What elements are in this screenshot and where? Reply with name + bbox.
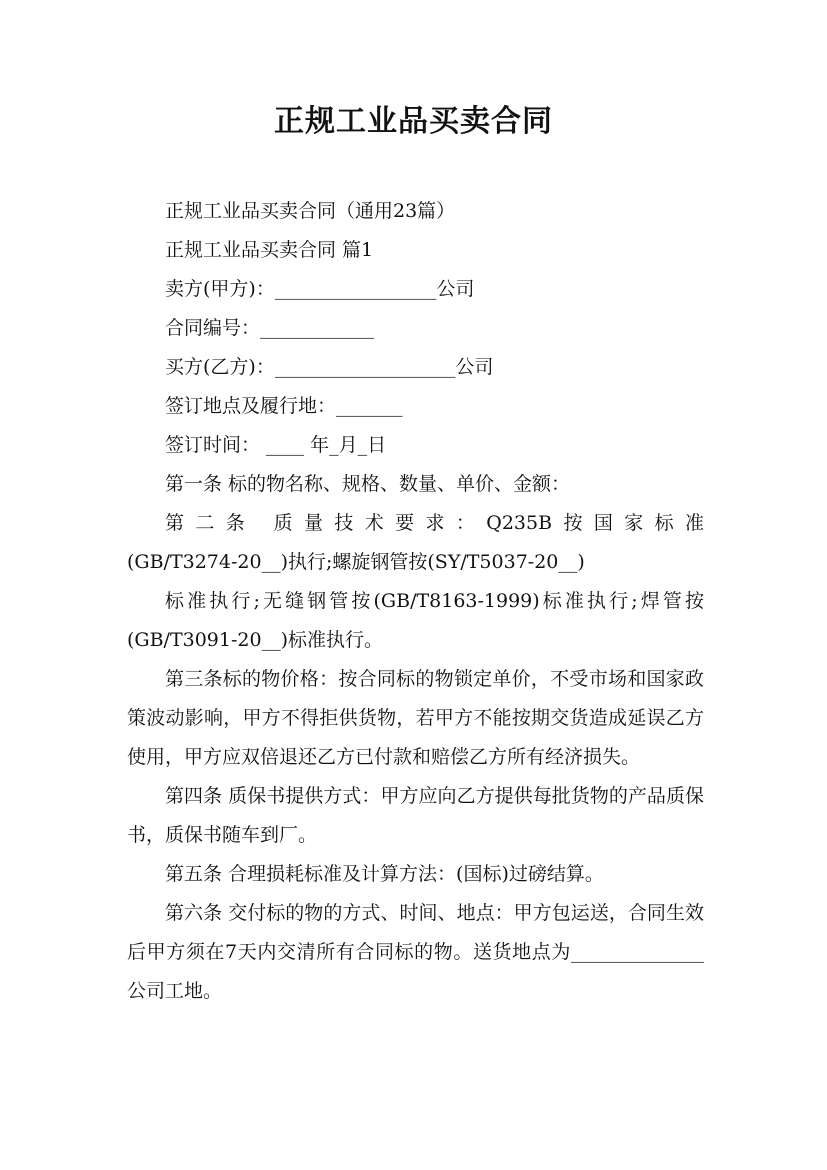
paragraph-article-2-standard: (GB/T3274-20__)执行;螺旋钢管按(SY/T5037-20__): [127, 551, 585, 573]
paragraph-signing-time: 签订时间： ____ 年_月_日: [165, 434, 387, 456]
paragraph-buyer: 买方(乙方)：___________________公司: [165, 356, 494, 378]
paragraph-article-3: 第三条标的物价格：按合同标的物锁定单价，不受市场和国家政策波动影响，甲方不得拒供货物，若甲方不能按期交货造成延误乙方使用，甲方应双倍退还乙方已付款和赔偿乙方所有经济损失。: [127, 668, 704, 768]
paragraph-contract-number: 合同编号：____________: [165, 317, 375, 339]
paragraph-article-1: 第一条 标的物名称、规格、数量、单价、金额：: [165, 473, 571, 495]
paragraph-article-4: 第四条 质保书提供方式：甲方应向乙方提供每批货物的产品质保书，质保书随车到厂。: [127, 785, 704, 846]
paragraph-article-2: 第二条 质量技术要求：Q235B按国家标准: [165, 512, 704, 534]
paragraph-article-6: 第六条 交付标的物的方式、时间、地点：甲方包运送，合同生效后甲方须在7天内交清所有合同标的物。送货地点为______________公司工地。: [127, 902, 704, 1002]
paragraph-article-5: 第五条 合理损耗标准及计算方法：(国标)过磅结算。: [165, 863, 604, 885]
paragraph-seller: 卖方(甲方)：_________________公司: [165, 278, 475, 300]
paragraph-part-title: 正规工业品买卖合同 篇1: [165, 239, 374, 261]
document-body: [127, 192, 704, 1011]
paragraph-article-2-continued: 标准执行;无缝钢管按(GB/T8163-1999)标准执行;焊管按(GB/T3091-20__)标准执行。: [127, 590, 704, 651]
document-title: 正规工业品买卖合同: [274, 104, 553, 139]
paragraph-heading: 正规工业品买卖合同（通用23篇）: [165, 200, 456, 222]
paragraph-signing-place: 签订地点及履行地：_______: [165, 395, 403, 417]
